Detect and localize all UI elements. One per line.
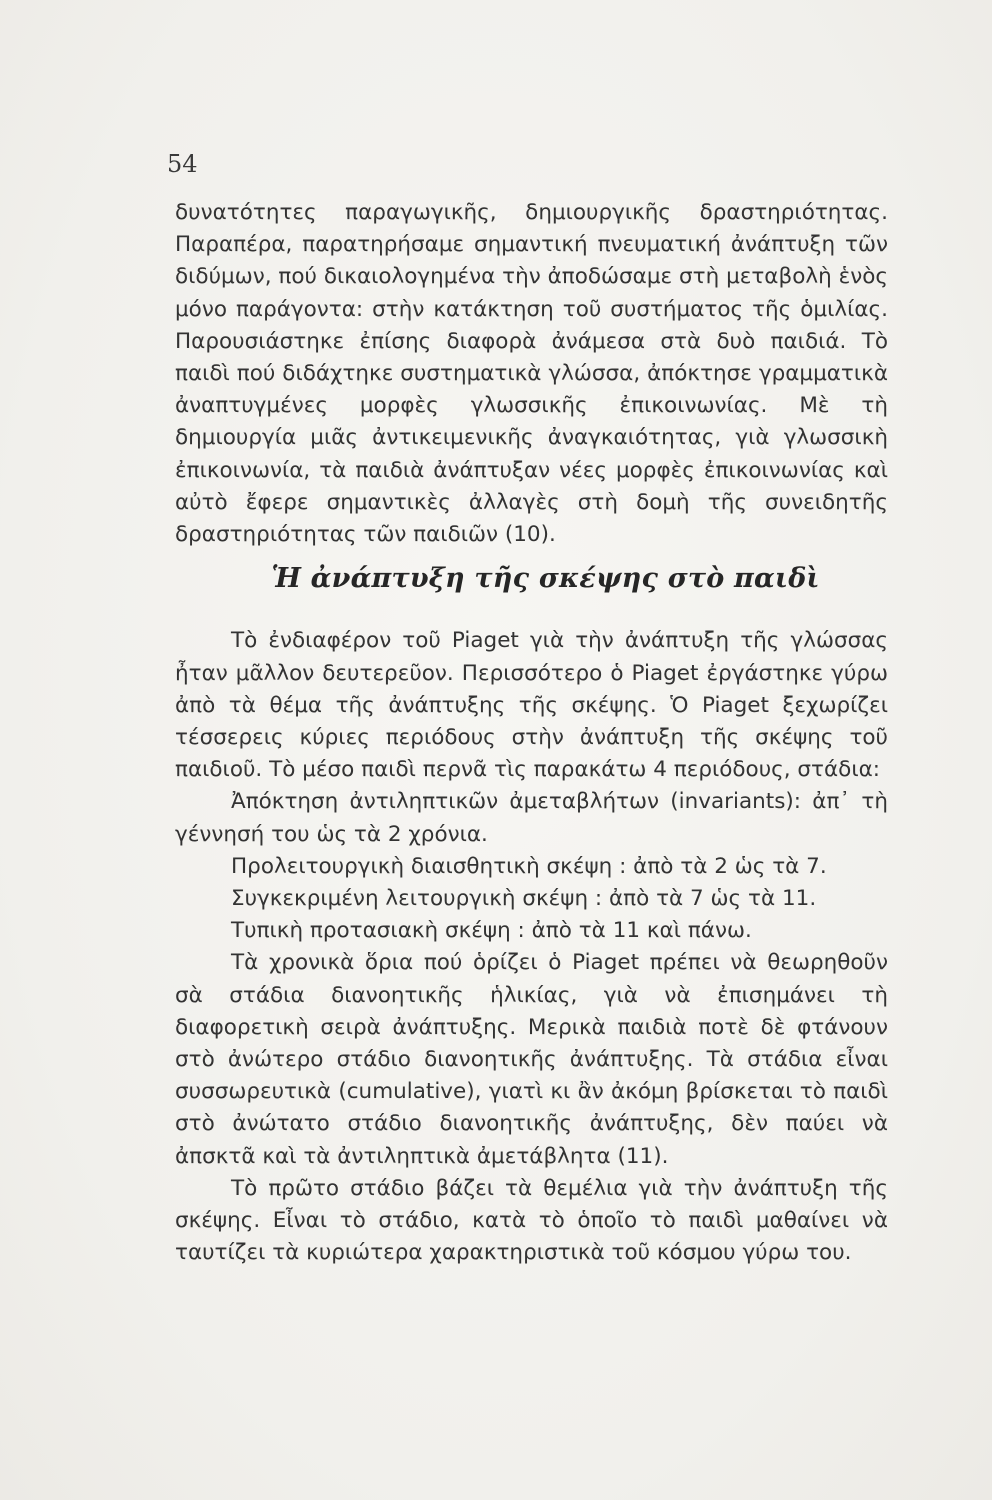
stage-item: Προλειτουργικὴ διαισθητικὴ σκέψη : ἀπὸ τὰ 2 ὡς τὰ 7.: [231, 853, 827, 879]
paragraph-piaget-intro: Τὸ ἐνδιαφέρον τοῦ Piaget γιὰ τὴν ἀνάπτυξη τῆς γλώσσας ἦταν μᾶλλον δευτερεῦον. Περισσότερο ὁ Piaget ἐργάστηκε γύρω ἀπὸ τὰ θέμα τῆς ἀνάπτυξης τῆς σκέψης. Ὁ Piaget ξεχωρίζει τέσσερεις κύριες περιόδους στὴν ἀνάπτυξη τῆς σκέψης τοῦ παιδιοῦ. Τὸ μέσο παιδὶ περνᾶ τὶς παρακάτω 4 περιόδους, στάδια:: [175, 628, 888, 783]
stage-item: Συγκεκριμένη λειτουργικὴ σκέψη : ἀπὸ τὰ 7 ὡς τὰ 11.: [231, 886, 817, 912]
stage-item: Τυπικὴ προτασιακὴ σκέψη : ἀπὸ τὰ 11 καὶ πάνω.: [231, 918, 752, 944]
paragraph-continuation: δυνατότητες παραγωγικῆς, δημιουργικῆς δραστηριότητας. Παραπέρα, παρατηρήσαμε σημαντική πνευματική ἀνάπτυξη τῶν διδύμων, πού δικαιολογημένα τὴν ἀποδώσαμε στὴ μεταβολὴ ἑνὸς μόνο παράγοντα: στὴν κατάκτηση τοῦ συστήματος τῆς ὁμιλίας. Παρουσιάστηκε ἐπίσης διαφορὰ ἀνάμεσα στὰ δυὸ παιδιά. Τὸ παιδὶ πού διδάχτηκε συστηματικὰ γλώσσα, ἀπόκτησε γραμματικὰ ἀναπτυγμένες μορφὲς γλωσσικῆς ἐπικοινωνίας. Μὲ τὴ δημιουργία μιᾶς ἀντικειμενικῆς ἀναγκαιότητας, γιὰ γλωσσικὴ ἐπικοινωνία, τὰ παιδιὰ ἀνάπτυξαν νέες μορφὲς ἐπικοινωνίας καὶ αὐτὸ ἔφερε σημαντικὲς ἀλλαγὲς στὴ δομὴ τῆς συνειδητῆς δραστηριότητας τῶν παιδιῶν (10).: [175, 200, 888, 548]
section-heading: Ἡ ἀνάπτυξη τῆς σκέψης στὸ παιδὶ: [271, 563, 820, 595]
paragraph-first-stage: Τὸ πρῶτο στάδιο βάζει τὰ θεμέλια γιὰ τὴν ἀνάπτυξη τῆς σκέψης. Εἶναι τὸ στάδιο, κατὰ τὸ ὁποῖο τὸ παιδὶ μαθαίνει νὰ ταυτίζει τὰ κυριώτερα χαρακτηριστικὰ τοῦ κόσμου γύρω του.: [175, 1175, 888, 1266]
page-number: 54: [167, 150, 198, 178]
paragraph-time-limits: Τὰ χρονικὰ ὅρια πού ὁρίζει ὁ Piaget πρέπει νὰ θεωρηθοῦν σὰ στάδια διανοητικῆς ἡλικίας, γιὰ νὰ ἐπισημάνει τὴ διαφορετικὴ σειρὰ ἀνάπτυξης. Μερικὰ παιδιὰ ποτὲ δὲ φτάνουν στὸ ἀνώτερο στάδιο διανοητικῆς ἀνάπτυξης. Τὰ στάδια εἶναι συσσωρευτικὰ (cumulative), γιατὶ κι ἂν ἀκόμη βρίσκεται τὸ παιδὶ στὸ ἀνώτατο στάδιο διανοητικῆς ἀνάπτυξης, δὲν παύει νὰ ἀπσκτᾶ καὶ τὰ ἀντιληπτικὰ ἀμετάβλητα (11).: [175, 950, 888, 1169]
body-text: [175, 197, 888, 1270]
stage-item: Ἀπόκτηση ἀντιληπτικῶν ἀμεταβλήτων (invariants): ἀπ᾽ τὴ γέννησή του ὡς τὰ 2 χρόνια.: [175, 789, 888, 847]
